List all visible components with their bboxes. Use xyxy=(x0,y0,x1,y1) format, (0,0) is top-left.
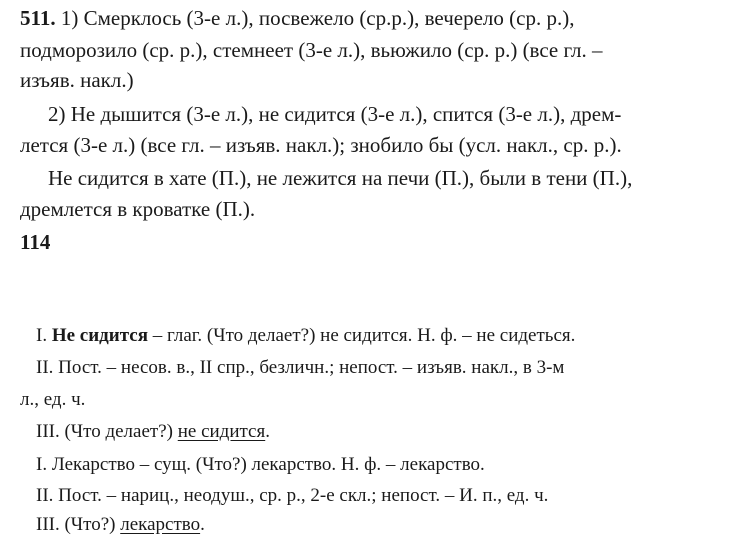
exercise-line-3: изъяв. накл.) xyxy=(20,68,134,92)
analysis-line-2: II. Пост. – несов. в., II спр., безличн.; непост. – изъяв. накл., в 3-м xyxy=(36,357,565,378)
analysis-end-4: . xyxy=(265,421,270,442)
analysis-line-1 xyxy=(36,326,575,345)
analysis-line-5: I. Лекарство – сущ. (Что?) лекарство. Н. ф. – лекарство. xyxy=(36,454,485,475)
exercise-number: 511. xyxy=(20,6,56,30)
underlined-word-2: лекарство xyxy=(120,514,201,535)
analysis-lead-4: III. (Что делает?) xyxy=(36,421,178,442)
analysis-lead-1: I. xyxy=(36,325,52,346)
exercise-text-1: 1) Смерклось (3-е л.), посвежело (ср.р.), вечерело (ср. р.), xyxy=(60,6,575,30)
analysis-line-6: II. Пост. – нариц., неодуш., ср. р., 2-е скл.; непост. – И. п., ед. ч. xyxy=(36,485,549,506)
exercise-line-5: лется (3-е л.) (все гл. – изъяв. накл.); знобило бы (усл. накл., ср. р.). xyxy=(20,133,622,157)
analysis-line-4 xyxy=(36,422,270,441)
analyzed-word-1: Не сидится xyxy=(51,325,149,346)
exercise-line-1 xyxy=(20,8,574,29)
analysis-lead-7: III. (Что?) xyxy=(36,514,121,535)
analysis-line-7 xyxy=(36,515,205,534)
analysis-text-1: – глаг. (Что делает?) не сидится. Н. ф. – не сидеться. xyxy=(148,325,576,346)
underlined-word-1: не сидится xyxy=(177,421,266,442)
page-number: 114 xyxy=(20,230,51,254)
exercise-line-4: 2) Не дышится (3-е л.), не сидится (3-е л.), спится (3-е л.), дрем- xyxy=(48,102,622,126)
exercise-line-2: подморозило (ср. р.), стемнеет (3-е л.), вьюжило (ср. р.) (все гл. – xyxy=(20,38,603,62)
exercise-line-6: Не сидится в хате (П.), не лежится на печи (П.), были в тени (П.), xyxy=(48,166,633,190)
analysis-line-3: л., ед. ч. xyxy=(20,389,86,410)
analysis-end-7: . xyxy=(200,514,205,535)
exercise-line-7: дремлется в кроватке (П.). xyxy=(20,197,256,221)
